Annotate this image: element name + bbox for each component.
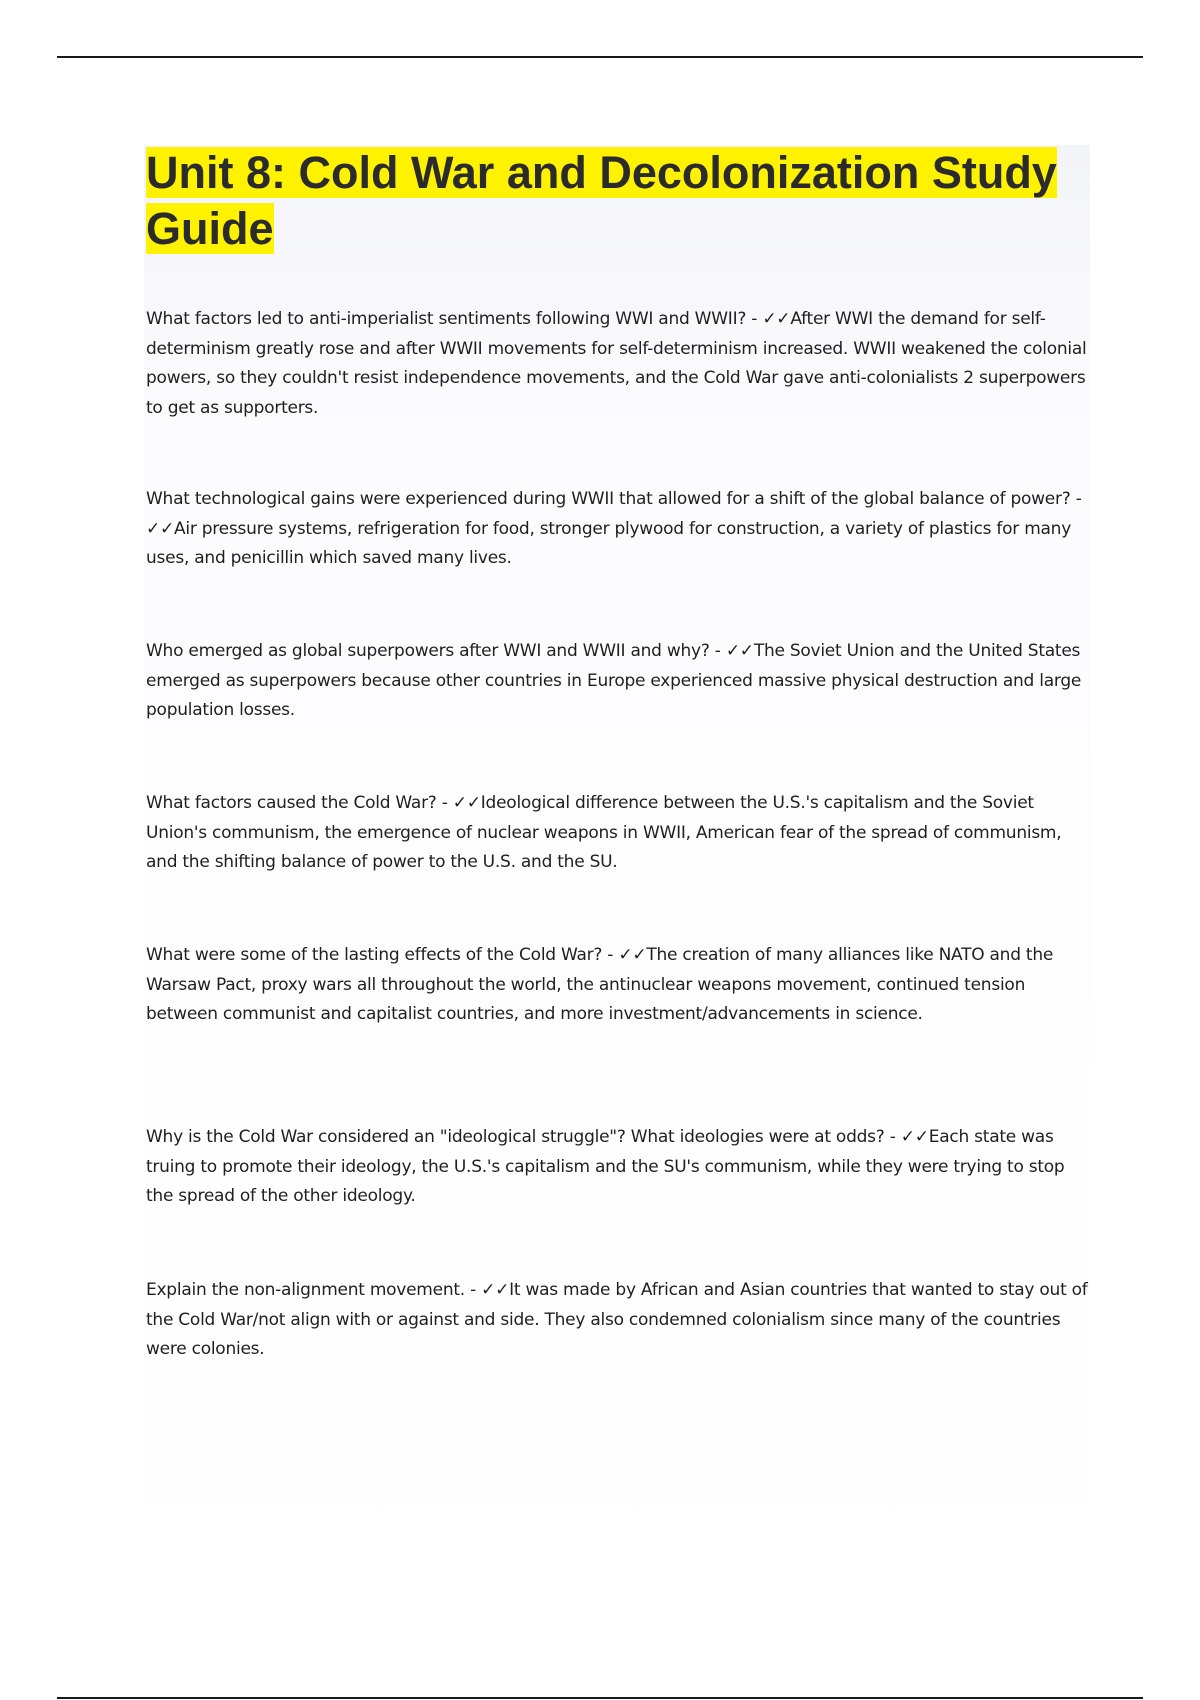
answer-text: It was made by African and Asian countries that wanted to stay out of the Cold War/not align with or against and side. They also condemned colonialism since many of the countries were colonies. bbox=[146, 1280, 1088, 1359]
qa-separator: - bbox=[709, 641, 726, 661]
qa-item bbox=[146, 305, 1091, 423]
double-check-icon: ✓✓ bbox=[725, 641, 754, 661]
double-check-icon: ✓✓ bbox=[481, 1280, 510, 1300]
qa-item bbox=[146, 1276, 1091, 1365]
qa-item bbox=[146, 941, 1091, 1030]
answer-text: Ideological difference between the U.S.'s capitalism and the Soviet Union's communism, the emergence of nuclear weapons in WWII, American fear of the spread of communism, and the shifting balance of power to the U.S. and the SU. bbox=[146, 793, 1062, 872]
question-text: What were some of the lasting effects of the Cold War? bbox=[146, 945, 603, 965]
answer-text: Air pressure systems, refrigeration for food, stronger plywood for construction, a variety of plastics for many uses, and penicillin which saved many lives. bbox=[146, 518, 1072, 568]
double-check-icon: ✓✓ bbox=[146, 518, 174, 539]
title-highlight: Unit 8: Cold War and Decolonization Study Guide bbox=[146, 147, 1057, 254]
qa-separator: - bbox=[436, 793, 453, 813]
double-check-icon: ✓✓ bbox=[900, 1127, 929, 1147]
qa-separator: - bbox=[602, 945, 619, 965]
qa-item bbox=[146, 1123, 1091, 1212]
question-text: Who emerged as global superpowers after WWI and WWII and why? bbox=[146, 641, 710, 661]
qa-separator: - bbox=[464, 1280, 482, 1300]
qa-item bbox=[146, 637, 1091, 726]
question-text: What technological gains were experienced during WWII that allowed for a shift of the global balance of power? bbox=[146, 489, 1071, 509]
question-text: Why is the Cold War considered an "ideological struggle"? What ideologies were at odds? bbox=[146, 1127, 885, 1147]
qa-item bbox=[146, 789, 1091, 878]
qa-separator: - bbox=[746, 309, 763, 329]
qa-item bbox=[146, 485, 1091, 574]
answer-text: After WWI the demand for self-determinism greatly rose and after WWII movements for self-determinism increased. WWII weakened the colonial powers, so they couldn't resist independence movements, and the Cold War gave anti-colonialists 2 superpowers to get as supporters. bbox=[146, 309, 1087, 418]
double-check-icon: ✓✓ bbox=[618, 945, 647, 965]
answer-text: The creation of many alliances like NATO and the Warsaw Pact, proxy wars all throughout the world, the antinuclear weapons movement, continued tension between communist and capitalist countries, and more investment/advancements in science. bbox=[146, 945, 1054, 1024]
top-rule bbox=[57, 56, 1143, 58]
question-text: Explain the non-alignment movement. bbox=[146, 1280, 465, 1300]
qa-separator: - bbox=[1070, 489, 1082, 509]
double-check-icon: ✓✓ bbox=[452, 793, 481, 813]
document-title bbox=[146, 145, 1086, 257]
question-text: What factors caused the Cold War? bbox=[146, 793, 437, 813]
question-text: What factors led to anti-imperialist sentiments following WWI and WWII? bbox=[146, 309, 747, 329]
double-check-icon: ✓✓ bbox=[762, 309, 791, 329]
bottom-rule bbox=[57, 1697, 1143, 1699]
answer-text: The Soviet Union and the United States emerged as superpowers because other countries in Europe experienced massive physical destruction and large population losses. bbox=[146, 641, 1082, 720]
qa-separator: - bbox=[884, 1127, 901, 1147]
answer-text: Each state was truing to promote their ideology, the U.S.'s capitalism and the SU's communism, while they were trying to stop the spread of the other ideology. bbox=[146, 1127, 1065, 1206]
